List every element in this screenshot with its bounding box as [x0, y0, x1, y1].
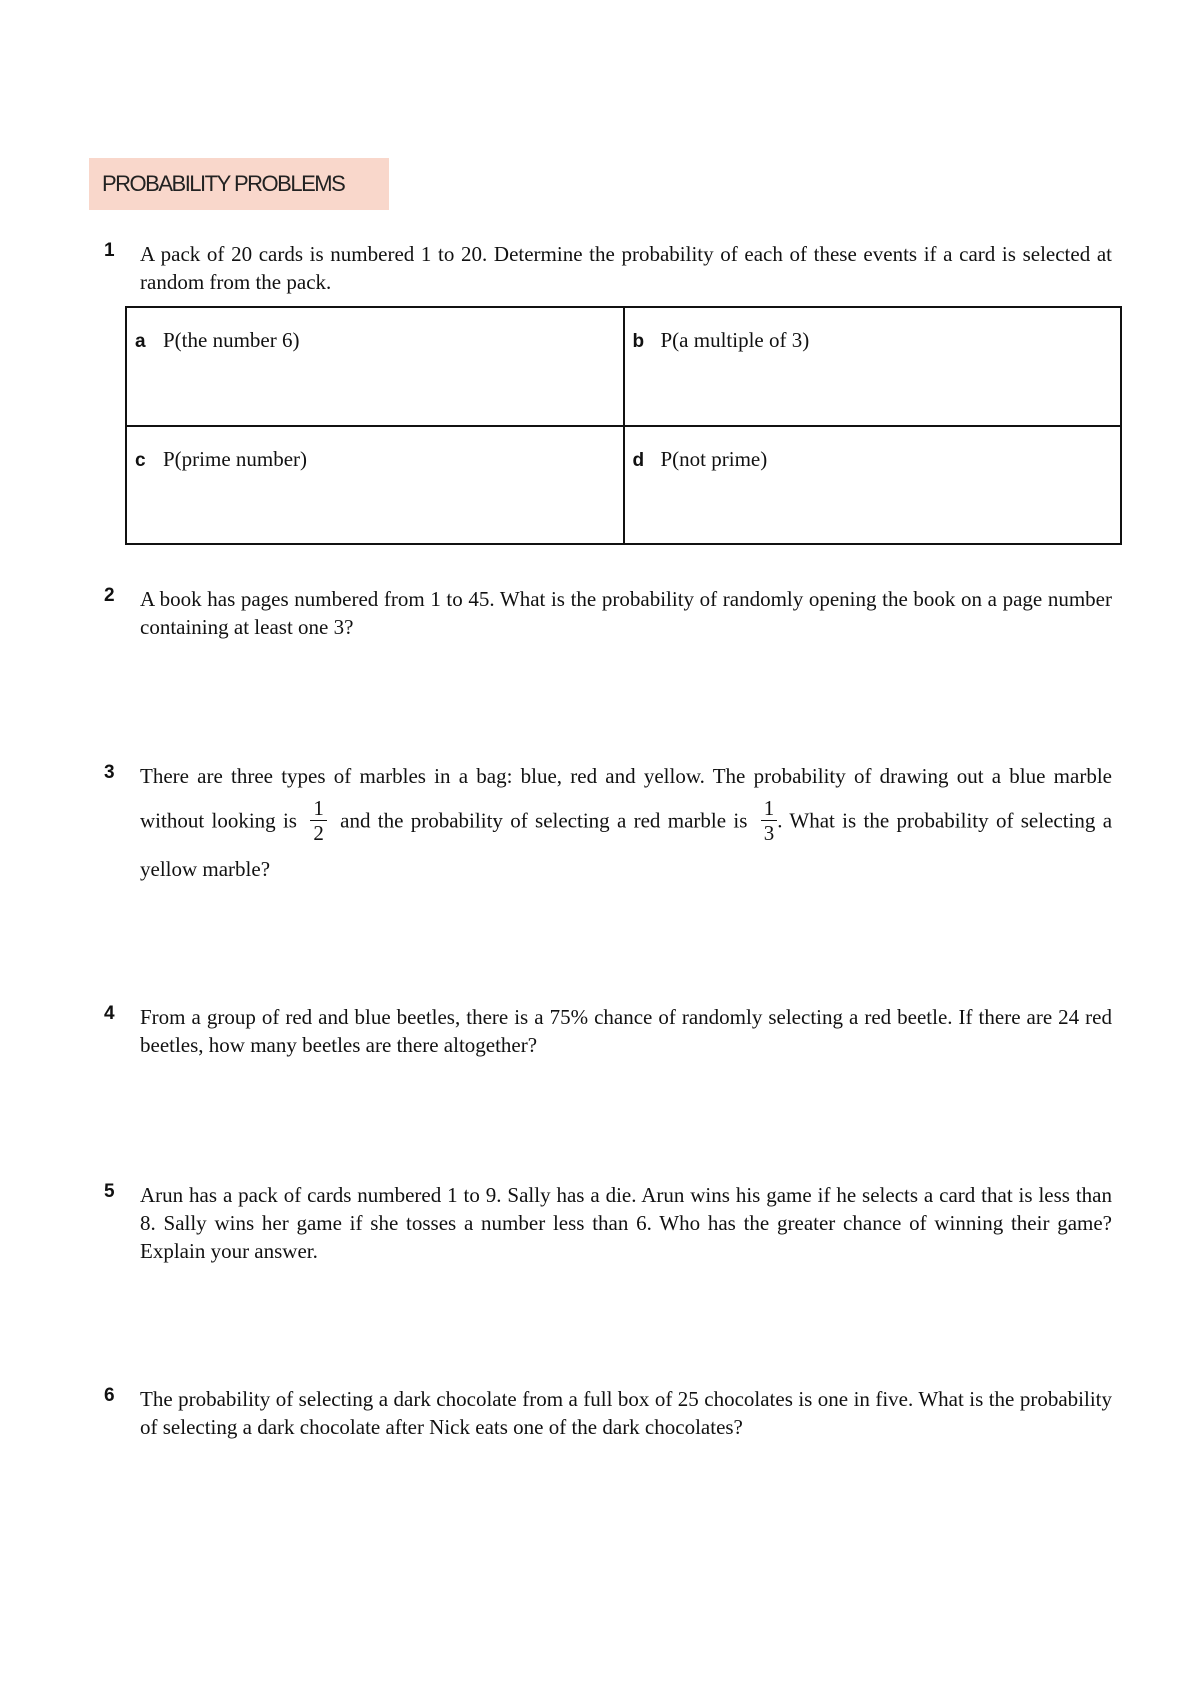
part-a-cell — [126, 307, 624, 426]
question-text: A book has pages numbered from 1 to 45. What is the probability of randomly opening the book on a page number containing at least one 3? — [140, 587, 1112, 639]
question-5 — [104, 1181, 1112, 1265]
part-c-cell — [126, 426, 624, 545]
fraction-numerator: 1 — [761, 796, 778, 821]
part-letter: c — [135, 449, 146, 471]
question-text: The probability of selecting a dark chocolate from a full box of 25 chocolates is one in five. What is the probability of selecting a dark chocolate after Nick eats one of the dark chocolates? — [140, 1387, 1112, 1439]
question-number: 3 — [104, 762, 115, 783]
question-number: 5 — [104, 1181, 115, 1202]
fraction-numerator: 1 — [310, 796, 327, 821]
part-text: P(the number 6) — [163, 328, 300, 352]
question-6 — [104, 1385, 1112, 1441]
question-text-part: There are three types of marbles in a bag: blue, red and yellow. The probability of drawing out a blue marble without looking is — [140, 764, 1112, 833]
question-text: From a group of red and blue beetles, there is a 75% chance of randomly selecting a red beetle. If there are 24 red beetles, how many beetles are there altogether? — [140, 1005, 1112, 1057]
question-number: 2 — [104, 585, 115, 606]
question-text — [140, 754, 1112, 891]
question-1-parts-table — [125, 306, 1122, 545]
question-text: A pack of 20 cards is numbered 1 to 20. Determine the probability of each of these events if a card is selected at random from the pack. — [140, 242, 1112, 294]
part-text: P(prime number) — [163, 446, 308, 471]
part-letter: b — [632, 331, 645, 352]
question-text-part: . What is the probability of selecting a yellow marble? — [140, 808, 1113, 881]
question-number: 1 — [104, 240, 115, 261]
part-text: P(a multiple of 3) — [660, 328, 810, 352]
question-1 — [104, 240, 1112, 296]
question-number: 4 — [104, 1003, 115, 1024]
part-letter: d — [632, 449, 645, 471]
question-text: Arun has a pack of cards numbered 1 to 9. Sally has a die. Arun wins his game if he selects a card that is less than 8. Sally wins her game if she tosses a number less than 6. Who has the greater chance of winning their game? Explain your answer. — [140, 1183, 1112, 1263]
question-2 — [104, 585, 1112, 641]
part-letter: a — [135, 331, 146, 352]
question-text-part: and the probability of selecting a red marble is — [340, 808, 748, 833]
fraction-one-third — [761, 796, 778, 845]
question-3 — [104, 762, 1112, 891]
part-b-cell — [624, 307, 1122, 426]
question-number: 6 — [104, 1385, 115, 1406]
worksheet-title: PROBABILITY PROBLEMS — [89, 158, 389, 210]
fraction-denominator: 3 — [763, 821, 775, 845]
question-4 — [104, 1003, 1112, 1059]
fraction-one-half — [310, 796, 327, 845]
part-d-cell — [624, 426, 1122, 545]
part-text: P(not prime) — [660, 446, 768, 471]
fraction-denominator: 2 — [313, 821, 324, 845]
